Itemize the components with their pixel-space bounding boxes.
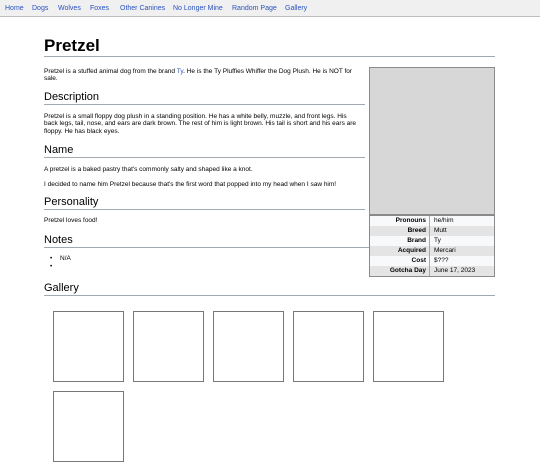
nav-gallery-link[interactable]: Gallery [285,5,308,12]
gallery-divider [44,295,495,296]
name-paragraph-1: A pretzel is a baked pastry that's commonly salty and shaped like a knot. [44,166,253,173]
section-heading-notes: Notes [44,234,73,246]
infobox-key: Breed [370,226,430,236]
nav-no-longer-mine-link[interactable]: No Longer Mine [173,5,223,12]
section-heading-name: Name [44,144,74,156]
nav-random-page-link[interactable]: Random Page [232,5,277,12]
infobox-row [370,226,494,236]
infobox-key: Brand [370,236,430,246]
intro-text-before: Pretzel is a stuffed animal dog from the brand [44,68,177,75]
infobox-value: $??? [434,257,449,264]
infobox-row [370,246,494,256]
gallery-thumbnail[interactable] [213,311,284,382]
infobox-key: Cost [370,256,430,266]
title-divider [44,56,495,57]
page-title: Pretzel [44,36,100,55]
nav-other-canines-link[interactable]: Other Canines [120,5,166,12]
infobox-value: June 17, 2023 [434,267,476,274]
infobox-row [370,266,494,276]
description-divider [44,104,365,105]
nav-dogs-link[interactable]: Dogs [32,5,49,12]
gallery-thumbnail[interactable] [53,391,124,462]
intro-text-after: . He is the Ty Pluffies Whiffer the Dog Plush. He is NOT for sale. [44,68,353,83]
name-paragraph-2: I decided to name him Pretzel because that's the first word that popped into my head when I saw him! [44,181,337,188]
infobox-table [369,215,495,277]
nav-wolves-link[interactable]: Wolves [58,5,81,12]
intro-paragraph [44,68,362,83]
description-paragraph: Pretzel is a small floppy dog plush in a standing position. He has a white belly, muzzle, and front legs. His back legs, tail, nose, and ears are dark brown. The rest of him is light brown. His tail is short and his ears are floppy. He has black eyes. [44,113,357,135]
list-item: • N/A [50,255,71,263]
list-item [50,263,71,271]
infobox-value: Mutt [434,227,447,234]
personality-divider [44,209,365,210]
infobox-row [370,256,494,266]
infobox-value: Ty [434,237,441,244]
gallery-thumbnail[interactable] [53,311,124,382]
section-heading-personality: Personality [44,196,99,208]
infobox-key: Pronouns [370,216,430,226]
nav-foxes-link[interactable]: Foxes [90,5,110,12]
infobox-row [370,216,494,226]
top-nav-bar [0,0,540,17]
brand-link[interactable]: Ty [176,68,184,75]
infobox-row [370,236,494,246]
notes-list [50,255,71,271]
infobox-value: Mercari [434,247,456,254]
infobox-value: he/him [434,217,454,224]
name-divider [44,157,365,158]
infobox-key: Gotcha Day [370,266,430,276]
gallery-thumbnail[interactable] [373,311,444,382]
section-heading-gallery: Gallery [44,282,79,294]
gallery-thumbnail[interactable] [133,311,204,382]
nav-home-link[interactable]: Home [5,5,24,12]
infobox-image-placeholder [369,67,495,215]
section-heading-description: Description [44,91,100,103]
personality-paragraph: Pretzel loves food! [44,217,98,224]
infobox-key: Acquired [370,246,430,256]
gallery-thumbnail[interactable] [293,311,364,382]
